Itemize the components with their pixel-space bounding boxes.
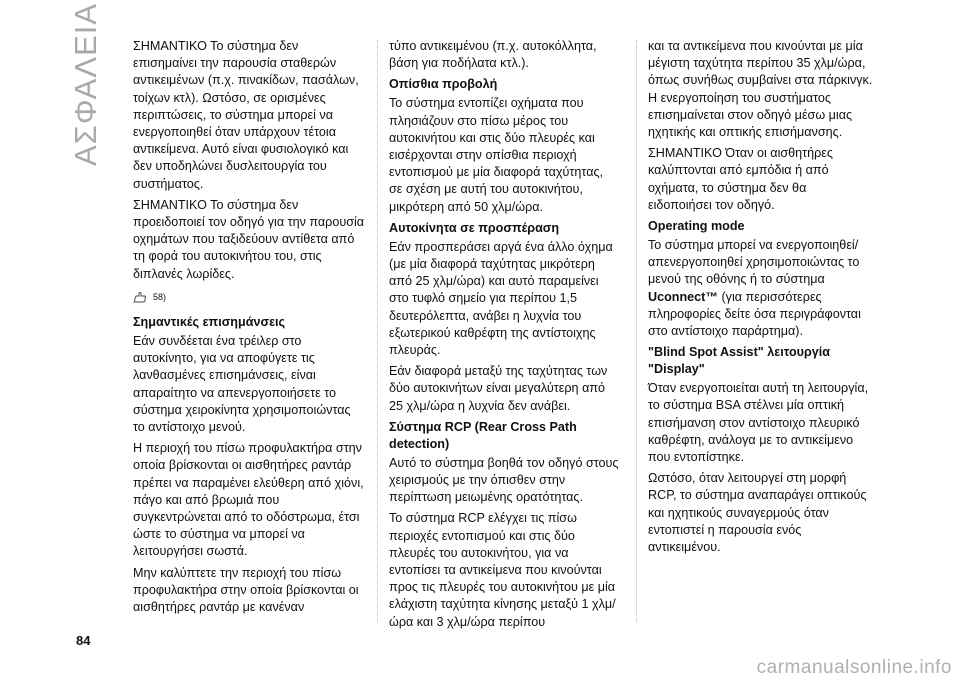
paragraph [648,237,873,340]
section-heading: Operating mode [648,219,745,234]
paragraph: ΣΗΜΑΝΤΙΚΟ Όταν οι αισθητήρες καλύπτονται από εμπόδια ή από οχήματα, το σύστημα δεν θα ειδοποιήσει τον οδηγό. [648,146,833,212]
paragraph: ΣΗΜΑΝΤΙΚΟ Το σύστημα δεν επισημαίνει την παρουσία σταθερών αντικειμένων (π.χ. πινακίδων, πασάλων, τοίχων κτλ). Ωστόσο, σε ορισμένες περιπτώσεις, το σύστημα μπορεί να ενεργοποιηθεί όταν υπάρχουν τέτοια αντικείμενα. Αυτό είναι φυσιολογικό και δεν υποδηλώνει δυσλειτουργία του συστήματος. [133,39,359,191]
paragraph: Αυτό το σύστημα βοηθά τον οδηγό στους χειρισμούς με την όπισθεν στην περίπτωση μειωμένης ορατότητας. [389,455,619,505]
hand-note-icon [133,291,147,303]
page-number: 84 [76,633,91,648]
paragraph: Εάν συνδέεται ένα τρέιλερ στο αυτοκίνητο, για να αποφύγετε τις λανθασμένες επισημάνσεις, είναι απαραίτητο να απενεργοποιήσετε το σύστημα χειροκίνητα χρησιμοποιώντας το αντίστοιχο μενού. [133,334,351,435]
paragraph: τύπο αντικειμένου (π.χ. αυτοκόλλητα, βάση για ποδήλατα κτλ.). [389,39,597,71]
section-heading: Σημαντικές επισημάνσεις [133,315,286,330]
paragraph: Μην καλύπτετε την περιοχή του πίσω προφυλακτήρα στην οποία βρίσκονται οι αισθητήρες ραντάρ με κανέναν [133,565,359,615]
section-heading: Οπίσθια προβολή [389,77,498,92]
section-heading: "Blind Spot Assist" λειτουργία "Display" [648,345,831,377]
paragraph: Ωστόσο, όταν λειτουργεί στη μορφή RCP, το σύστημα αναπαράγει οπτικούς και ηχητικούς συναγερμούς όταν εντοπιστεί η παρουσία ενός αντικειμένου. [648,471,867,555]
paragraph: Το σύστημα εντοπίζει οχήματα που πλησιάζουν στο πίσω μέρος του αυτοκινήτου και στις δύο πλευρές και εισέρχονται στην οπίσθια περιοχή εντοπισμού με μία διαφορά ταχύτητας, σε σχέση με αυτή του αυτοκινήτου, μικρότερη από 50 χλμ/ώρα. [389,96,604,214]
text-column-1 [133,38,365,620]
text-column-2 [389,38,619,635]
column-divider [377,40,378,622]
paragraph: Εάν προσπεράσει αργά ένα άλλο όχημα (με μία διαφορά ταχύτητας μικρότερη από 25 χλμ/ώρα) και αυτό παραμείνει στο τυφλό σημείο για περίπου 1,5 δευτερόλεπτα, ανάβει η λυχνία του εξωτερικού καθρέφτη της αντίστοιχης πλευράς. [389,239,613,358]
text-column-3 [648,38,873,560]
section-heading: Σύστημα RCP (Rear Cross Path detection) [389,419,577,451]
paragraph: Όταν ενεργοποιείται αυτή τη λειτουργία, το σύστημα BSA στέλνει μία οπτική επισήμανση στον αντίστοιχο πλευρικό καθρέφτη, ανάλογα με το αντικείμενο που εντοπίστηκε. [648,381,869,465]
paragraph: ΣΗΜΑΝΤΙΚΟ Το σύστημα δεν προειδοποιεί τον οδηγό για την παρουσία οχημάτων που ταξιδεύουν αντίθετα από τη φορά του αυτοκινήτου του, στις διπλανές λωρίδες. [133,197,365,281]
section-heading: Αυτοκίνητα σε προσπέραση [389,220,560,235]
uconnect-term: Uconnect™ [648,289,718,304]
column-divider [636,40,637,622]
note-reference [133,289,365,306]
paragraph: Το σύστημα RCP ελέγχει τις πίσω περιοχές εντοπισμού και στις δύο πλευρές του αυτοκινήτου, για να εντοπίσει τα αντικείμενα που κινούνται προς τις πλευρές του αυτοκινήτου με μία ελάχιστη ταχύτητα κίνησης μεταξύ 1 χλμ/ώρα και 3 χλμ/ώρα περίπου [389,511,616,629]
section-side-title: ΑΣΦΑΛΕΙΑ [68,2,103,166]
paragraph: Η περιοχή του πίσω προφυλακτήρα στην οποία βρίσκονται οι αισθητήρες ραντάρ πρέπει να παραμένει ελεύθερη από χιόνι, πάγο και από βρωμιά που συγκεντρώνεται από το οδόστρωμα, έτσι ώστε το σύστημα να μπορεί να λειτουργήσει σωστά. [133,441,364,559]
note-number: 58) [153,291,167,302]
watermark: carmanualsonline.info [756,657,952,678]
paragraph: και τα αντικείμενα που κινούνται με μία μέγιστη ταχύτητα περίπου 35 χλμ/ώρα, όπως συνήθως συμβαίνει στα πάρκινγκ. Η ενεργοποίηση του συστήματος επισημαίνεται στον οδηγό μέσω μιας ηχητικής και οπτικής επισήμανσης. [648,39,873,140]
paragraph-text: (για περισσότερες πληροφορίες δείτε όσα περιγράφονται στο αντίστοιχο παράρτημα). [648,289,861,339]
paragraph-text: Το σύστημα μπορεί να ενεργοποιηθεί/απενεργοποιηθεί χρησιμοποιώντας το μενού της οθόνης ή το σύστημα [648,238,860,287]
paragraph: Εάν διαφορά μεταξύ της ταχύτητας των δύο αυτοκινήτων είναι μεγαλύτερη από 25 χλμ/ώρα η λυχνία δεν ανάβει. [389,364,608,413]
